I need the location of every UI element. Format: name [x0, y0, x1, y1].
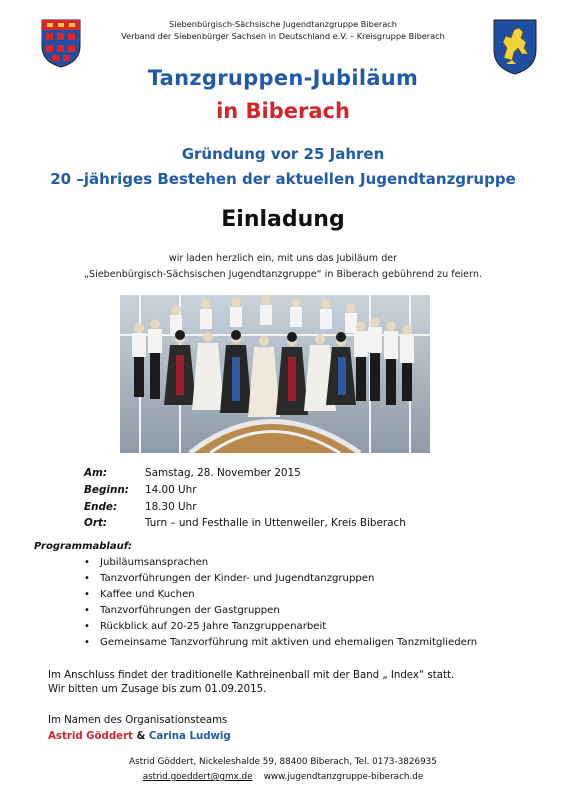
- closing-ball-text: Im Anschluss findet der traditionelle Kathreinenball mit der Band „ Index“ statt.: [48, 670, 455, 681]
- bullet-icon: •: [84, 637, 90, 648]
- detail-value-date: Samstag, 28. November 2015: [145, 467, 301, 479]
- detail-label-date: Am:: [84, 467, 108, 479]
- detail-label-start: Beginn:: [84, 484, 129, 496]
- bullet-icon: •: [84, 573, 90, 584]
- organizer-name-2: Carina Ludwig: [148, 731, 231, 742]
- detail-label-location: Ort:: [84, 517, 108, 529]
- bullet-icon: •: [84, 589, 90, 600]
- program-item: • Tanzvorführungen der Gastgruppen: [80, 603, 477, 619]
- organizer-ampersand: &: [136, 731, 146, 742]
- page-title: Tanzgruppen-Jubiläum: [147, 66, 419, 90]
- detail-label-end: Ende:: [84, 501, 118, 513]
- intro-line-1: wir laden herzlich ein, mit uns das Jubiläum der: [168, 253, 398, 264]
- program-list: [80, 555, 477, 651]
- program-item: • Kaffee und Kuchen: [80, 587, 477, 603]
- group-photo: [120, 295, 430, 453]
- program-item: • Tanzvorführungen der Kinder- und Jugendtanzgruppen: [80, 571, 477, 587]
- organizer-names: [48, 731, 231, 742]
- footer-email-link[interactable]: astrid.goeddert@gmx.de: [142, 772, 253, 782]
- bullet-icon: •: [84, 605, 90, 616]
- invitation-heading: Einladung: [221, 207, 345, 232]
- header-org-line-2: Verband der Siebenbürger Sachsen in Deutschland e.V. – Kreisgruppe Biberach: [121, 31, 445, 41]
- program-item: • Gemeinsame Tanzvorführung mit aktiven und ehemaligen Tanzmitgliedern: [80, 635, 477, 651]
- organizer-name-1: Astrid Göddert: [48, 731, 133, 742]
- closing-signoff: Im Namen des Organisationsteams: [48, 715, 228, 726]
- program-item: • Jubiläumsansprachen: [80, 555, 477, 571]
- closing-rsvp-text: Wir bitten um Zusage bis zum 01.09.2015.: [48, 684, 267, 695]
- intro-text: [0, 251, 566, 283]
- program-item: • Rückblick auf 20-25 Jahre Tanzgruppenarbeit: [80, 619, 477, 635]
- detail-value-location: Turn – und Festhalle in Uttenweiler, Kreis Biberach: [145, 517, 406, 529]
- bullet-icon: •: [84, 621, 90, 632]
- detail-value-end: 18.30 Uhr: [145, 501, 197, 513]
- subtitle-founding: Gründung vor 25 Jahren: [181, 145, 385, 163]
- program-heading: Programmablauf:: [34, 541, 133, 552]
- footer-website-link[interactable]: www.jugendtanzgruppe-biberach.de: [263, 772, 424, 782]
- subtitle-anniversary: 20 –jähriges Bestehen der aktuellen Jugendtanzgruppe: [50, 170, 516, 188]
- intro-line-2: „Siebenbürgisch-Sächsischen Jugendtanzgruppe“ in Biberach gebührend zu feiern.: [84, 269, 482, 280]
- footer-address: Astrid Göddert, Nickeleshalde 59, 88400 Biberach, Tel. 0173-3826935: [129, 757, 437, 767]
- footer-contact: [0, 772, 566, 782]
- page-title-location: in Biberach: [216, 99, 350, 123]
- bullet-icon: •: [84, 557, 90, 568]
- detail-value-start: 14.00 Uhr: [145, 484, 197, 496]
- header-org-line-1: Siebenbürgisch-Sächsische Jugendtanzgruppe Biberach: [169, 19, 397, 29]
